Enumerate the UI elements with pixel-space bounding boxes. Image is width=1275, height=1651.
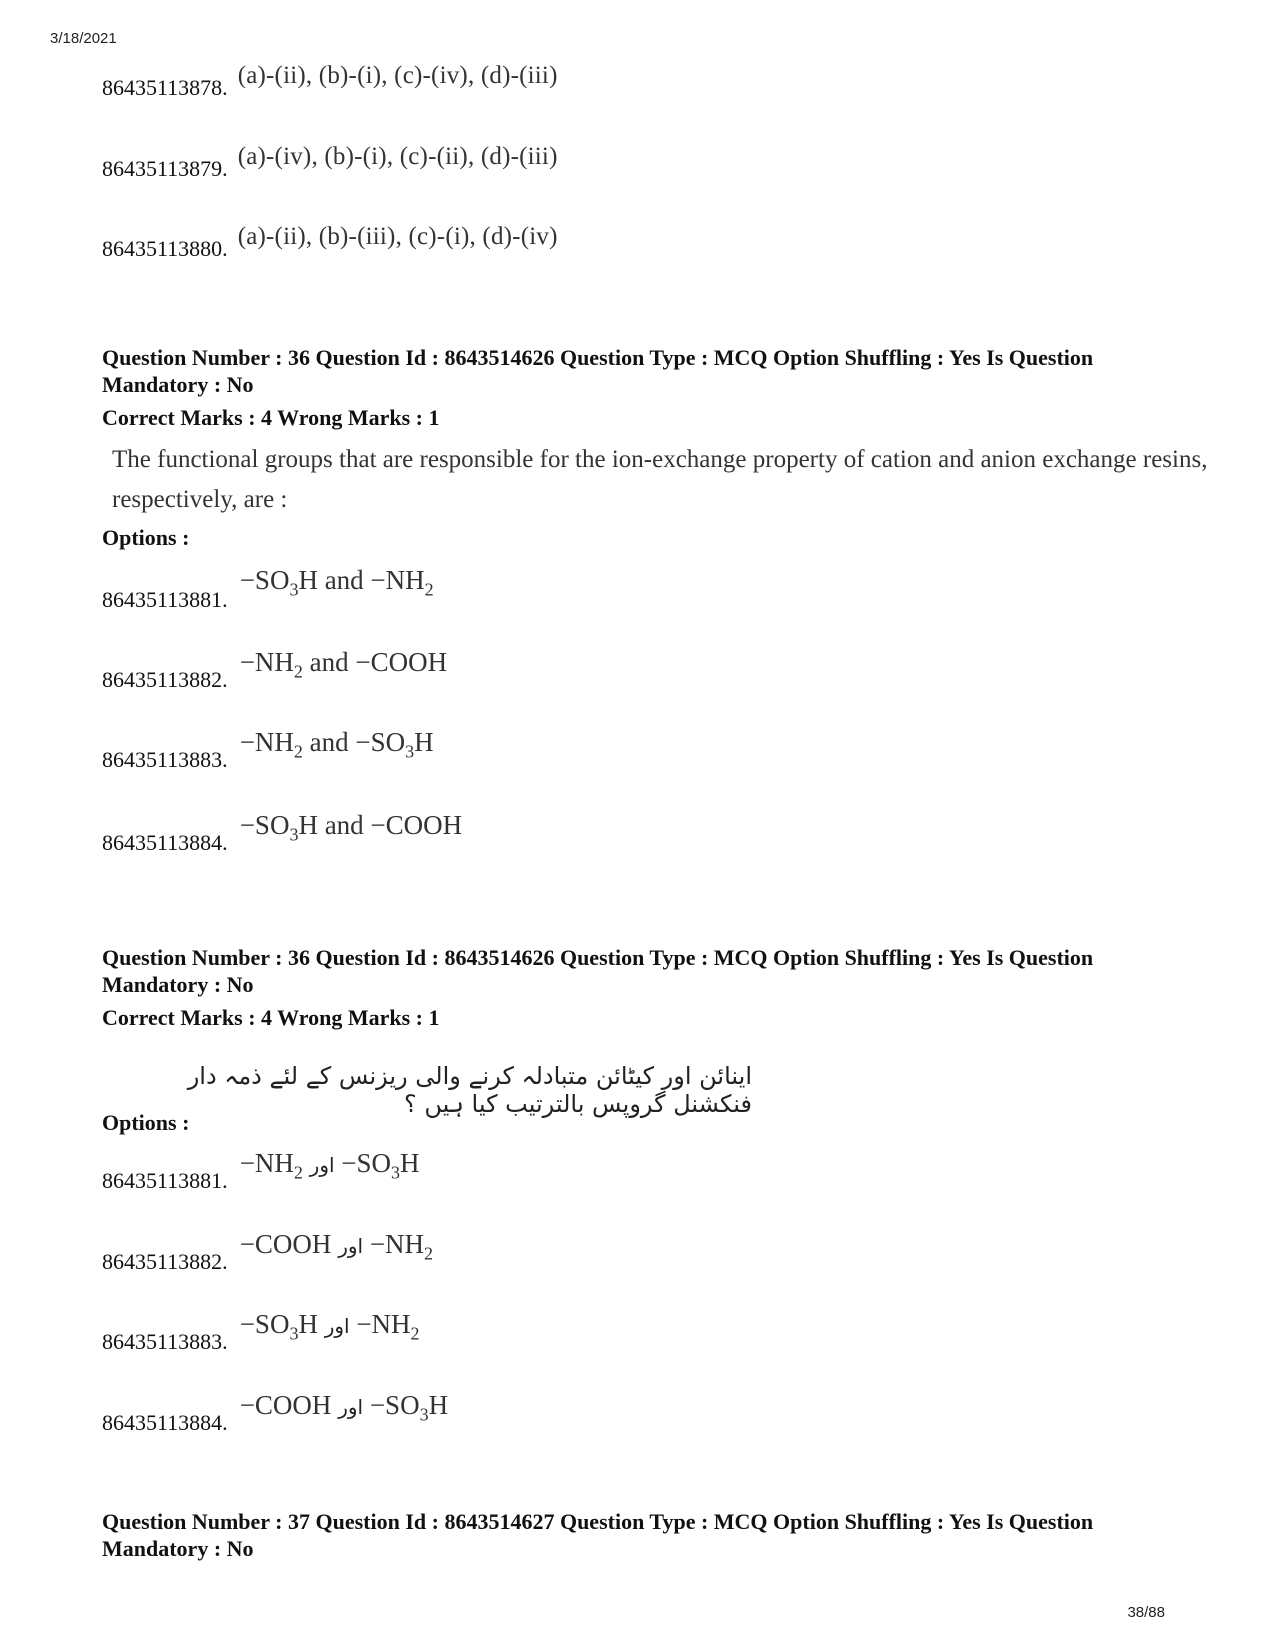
group-1-subscript: 2: [293, 1162, 303, 1183]
option-id: 86435113879.: [102, 156, 228, 181]
option-id: 86435113881.: [102, 1168, 228, 1193]
option-formula: $-NH_2$ and −COOH: [239, 647, 448, 682]
option-formula: $-NH_2$ اور $-SO_3H$: [239, 1148, 420, 1183]
page-number: 38/88: [1127, 1604, 1165, 1621]
conjunction: and: [324, 565, 364, 595]
group-1-subscript: 3: [289, 579, 299, 600]
question-header: Question Number : 36 Question Id : 8643514626 Question Type : MCQ Option Shuffling : Yes Is Question Mandatory : No: [102, 945, 1094, 997]
option-row: [102, 647, 448, 698]
option-id: 86435113878.: [102, 75, 228, 100]
group-2-subscript: 2: [424, 579, 434, 600]
option-id: 86435113880.: [102, 236, 228, 261]
question-marks: Correct Marks : 4 Wrong Marks : 1: [102, 1005, 440, 1030]
group-1: SO: [254, 810, 290, 840]
option-formula: −COOH اور $-SO_3H$: [239, 1390, 449, 1425]
group-1: SO: [254, 565, 290, 595]
group-2: SO: [370, 727, 406, 757]
option-id: 86435113882.: [102, 1249, 228, 1274]
group-2-subscript: 3: [391, 1162, 401, 1183]
group-2: NH: [385, 565, 425, 595]
group-1: COOH: [254, 1390, 332, 1420]
option-row: [102, 1229, 434, 1280]
conjunction-urdu: اور: [338, 1395, 364, 1419]
option-row: [102, 143, 558, 183]
option-text: (a)-(iv), (b)-(i), (c)-(ii), (d)-(iii): [237, 143, 558, 170]
group-1-tail: H: [298, 810, 318, 840]
group-1-tail: H: [298, 1309, 318, 1339]
option-id: 86435113884.: [102, 830, 228, 855]
option-row: [102, 565, 434, 618]
option-formula: $-SO_3H$ and −COOH: [239, 810, 463, 845]
group-2: COOH: [385, 810, 463, 840]
option-id: 86435113881.: [102, 587, 228, 612]
option-formula: $-SO_3H$ and $-NH_2$: [239, 565, 434, 600]
group-2-tail: H: [400, 1148, 420, 1178]
print-date: 3/18/2021: [50, 30, 117, 47]
group-2: SO: [385, 1390, 420, 1420]
conjunction-urdu: اور: [324, 1314, 350, 1338]
option-id: 86435113884.: [102, 1410, 228, 1435]
options-label: Options :: [102, 525, 190, 550]
group-1-tail: H: [298, 565, 318, 595]
option-row: [102, 1148, 420, 1199]
question-text-urdu: اینائن اور کیٹائن متبادلہ کرنے والی ریزنس کے لئے ذمہ دار فنکشنل گروپس بالترتیب کیا ہیں ؟: [187, 1062, 752, 1118]
group-2: NH: [385, 1229, 425, 1259]
option-row: [102, 727, 434, 778]
group-2: NH: [371, 1309, 411, 1339]
option-id: 86435113883.: [102, 1329, 228, 1354]
option-formula: −COOH اور $-NH_2$: [239, 1229, 434, 1264]
option-row: [102, 1309, 420, 1360]
group-1-subscript: 2: [293, 741, 303, 762]
conjunction-urdu: اور: [309, 1153, 335, 1177]
options-label: Options :: [102, 1110, 190, 1135]
option-formula: $-NH_2$ and $-SO_3H$: [239, 727, 434, 762]
question-marks: Correct Marks : 4 Wrong Marks : 1: [102, 405, 440, 430]
group-2-subscript: 2: [424, 1243, 434, 1264]
group-1: SO: [254, 1309, 290, 1339]
option-id: 86435113883.: [102, 747, 228, 772]
conjunction-urdu: اور: [338, 1234, 364, 1258]
group-1-subscript: 3: [289, 1323, 299, 1344]
group-2-tail: H: [414, 727, 434, 757]
option-formula: $-SO_3H$ اور $-NH_2$: [239, 1309, 420, 1344]
option-row: [102, 223, 558, 263]
option-row: [102, 62, 558, 102]
group-1: NH: [254, 727, 294, 757]
group-1: NH: [254, 1148, 294, 1178]
group-2-subscript: 3: [405, 741, 415, 762]
group-1: NH: [254, 647, 294, 677]
conjunction: and: [309, 647, 349, 677]
option-text: (a)-(ii), (b)-(i), (c)-(iv), (d)-(iii): [237, 62, 558, 89]
group-2-subscript: 2: [410, 1323, 420, 1344]
question-header: Question Number : 37 Question Id : 8643514627 Question Type : MCQ Option Shuffling : Yes Is Question Mandatory : No: [102, 1509, 1094, 1561]
option-row: [102, 1390, 449, 1441]
group-1: COOH: [254, 1229, 332, 1259]
conjunction: and: [324, 810, 364, 840]
group-2: SO: [356, 1148, 392, 1178]
group-1-subscript: 3: [289, 824, 299, 845]
option-row: [102, 810, 463, 861]
group-1-subscript: 2: [293, 661, 303, 682]
option-text: (a)-(ii), (b)-(iii), (c)-(i), (d)-(iv): [237, 223, 558, 250]
option-id: 86435113882.: [102, 667, 228, 692]
question-header: Question Number : 36 Question Id : 8643514626 Question Type : MCQ Option Shuffling : Yes Is Question Mandatory : No: [102, 345, 1094, 397]
group-2-tail: H: [428, 1390, 449, 1420]
group-2-subscript: 3: [419, 1404, 429, 1425]
group-2: COOH: [370, 647, 448, 677]
question-text: The functional groups that are responsible for the ion-exchange property of cation and anion exchange resins, respectively, are :: [112, 446, 1208, 513]
conjunction: and: [309, 727, 349, 757]
